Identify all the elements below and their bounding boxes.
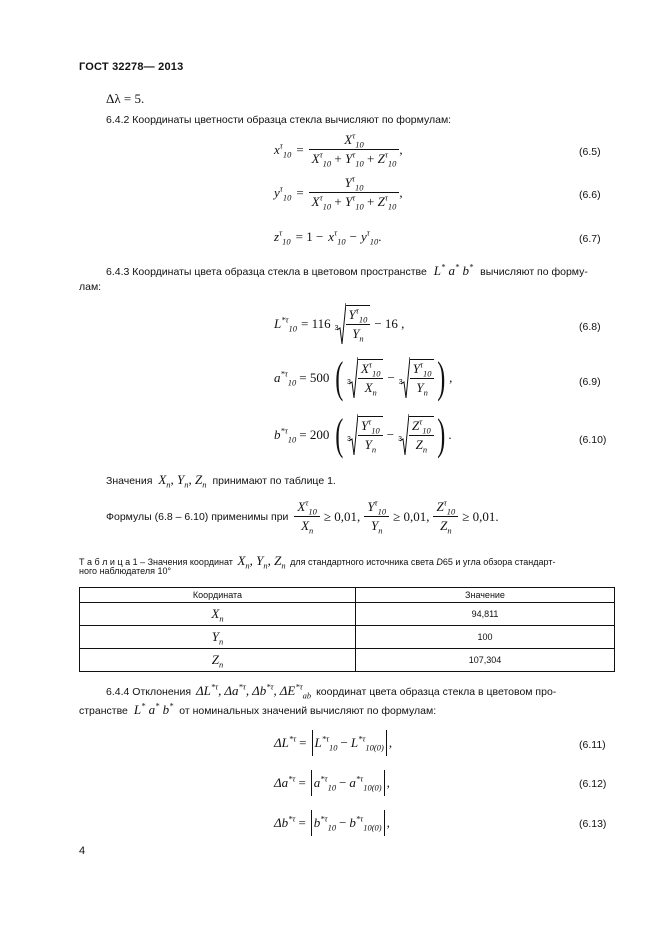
equation-number-6-11: (6.11) bbox=[579, 739, 606, 751]
table-cell-value: 94,811 bbox=[356, 603, 615, 626]
formula-6-8: $L^{*\tau}_{10}$ = 116 3 $\frac{Y^\tau_{10}}{Y_n}$ − 16 , bbox=[274, 302, 404, 346]
values-line-end: принимают по таблице 1. bbox=[212, 475, 336, 487]
table-header-row bbox=[80, 588, 615, 603]
paragraph-6-4-4: 6.4.4 Отклонения $\Delta L^{*\tau}$, $\Delta a^{*\tau}$, $\Delta b^{*\tau}$, $\Delta E^{*\tau}_{ab}$ координат цвета образца стекла в цветовом про- bbox=[106, 681, 557, 701]
delta-lambda-line: Δλ = 5. bbox=[106, 91, 145, 106]
table-caption-end: 65 и угла обзора стандарт- bbox=[442, 557, 556, 567]
document-header: ГОСТ 32278— 2013 bbox=[79, 61, 184, 73]
equation-number-6-8: (6.8) bbox=[579, 321, 601, 333]
equation-number-6-12: (6.12) bbox=[579, 778, 607, 790]
paragraph-6-4-3-start: 6.4.3 Координаты цвета образца стекла в цветовом пространстве bbox=[106, 266, 427, 278]
table-caption-cont: ного наблюдателя 10° bbox=[79, 566, 172, 576]
table-row bbox=[80, 603, 615, 626]
paragraph-6-4-3: 6.4.3 Координаты цвета образца стекла в цветовом пространстве L* a* b* вычисляют по форму- bbox=[106, 261, 588, 278]
paragraph-6-4-4-cont-end: от номинальных значений вычисляют по формулам: bbox=[179, 705, 437, 717]
formula-6-6: $y^\tau_{10}$ = $\frac{Y^\tau_{10}}{X^\tau_{10} + Y^\tau_{10} + Z^\tau_{10}}$ , bbox=[274, 173, 403, 212]
paragraph-6-4-4-cont: странстве L* a* b* от номинальных значений вычисляют по формулам: bbox=[79, 700, 437, 717]
formula-6-7: $z^\tau_{10}$ = 1 − $x^\tau_{10}$ − $y^\tau_{10}$ . bbox=[274, 227, 382, 247]
equation-number-6-13: (6.13) bbox=[579, 818, 607, 830]
table-cell-value: 107,304 bbox=[356, 649, 615, 672]
paragraph-6-4-2: 6.4.2 Координаты цветности образца стекла вычисляют по формулам: bbox=[106, 114, 452, 126]
formula-6-10: $b^{*\tau}_{10}$ = 200 ( 3 $\frac{Y^\tau_{10}}{Y_n}$ − 3 $\frac{Z^\tau_{10}}{Z_n}$ ) . bbox=[274, 410, 452, 459]
equation-number-6-7: (6.7) bbox=[579, 233, 601, 245]
values-line: Значения $X_n$, $Y_n$, $Z_n$ принимают по таблице 1. bbox=[106, 472, 336, 490]
formula-6-11: $\Delta L^{*\tau}$ = $L^{*\tau}_{10}$ − $L^{*\tau}_{10(0)}$ , bbox=[274, 730, 392, 756]
table-row bbox=[80, 626, 615, 649]
table-header-value: Значение bbox=[356, 588, 615, 603]
table-caption-illuminant: D bbox=[436, 557, 443, 567]
formula-6-13: $\Delta b^{*\tau}$ = $b^{*\tau}_{10}$ − $b^{*\tau}_{10(0)}$ , bbox=[274, 810, 390, 836]
table-caption: Т а б л и ц а 1 – Значения координат $X_n$, $Y_n$, $Z_n$ для стандартного источника света D65 и угла обзора стандарт- bbox=[79, 553, 556, 571]
paragraph-6-4-4-cont-start: странстве bbox=[79, 705, 128, 717]
paragraph-6-4-4-start: 6.4.4 Отклонения bbox=[106, 686, 192, 698]
table-cell-coord: $Z_n$ bbox=[80, 649, 356, 672]
table-header-coordinate: Координата bbox=[80, 588, 356, 603]
table-cell-value: 100 bbox=[356, 626, 615, 649]
table-caption-start: Т а б л и ц а 1 – Значения координат bbox=[79, 557, 233, 567]
coordinates-table bbox=[79, 587, 615, 672]
table-row bbox=[80, 649, 615, 672]
equation-number-6-5: (6.5) bbox=[579, 146, 601, 158]
page-number: 4 bbox=[79, 845, 86, 857]
formula-6-5: $x^\tau_{10}$ = $\frac{X^\tau_{10}}{X^\tau_{10} + Y^\tau_{10} + Z^\tau_{10}}$ , bbox=[274, 130, 403, 169]
table-cell-coord: $Y_n$ bbox=[80, 626, 356, 649]
paragraph-6-4-4-mid: координат цвета образца стекла в цветовом про- bbox=[316, 686, 557, 698]
paragraph-6-4-3-cont: лам: bbox=[79, 281, 102, 293]
equation-number-6-9: (6.9) bbox=[579, 376, 601, 388]
formulas-applicability-text: Формулы (6.8 – 6.10) применимы при bbox=[106, 510, 289, 523]
values-line-start: Значения bbox=[106, 475, 153, 487]
equation-number-6-6: (6.6) bbox=[579, 189, 601, 201]
paragraph-6-4-3-end: вычисляют по форму- bbox=[480, 266, 588, 278]
table-caption-mid: для стандартного источника света bbox=[290, 557, 434, 567]
formulas-applicability-line: Формулы (6.8 – 6.10) применимы при $\frac{X^\tau_{10}}{X_n}$ ≥ 0,01, $\frac{Y^\tau_{10}}{Y_n}$ ≥ 0,01, $\frac{Z^\tau_{10}}{Z_n}$ ≥ 0,01. bbox=[106, 497, 499, 536]
equation-number-6-10: (6.10) bbox=[579, 434, 607, 446]
table-cell-coord: $X_n$ bbox=[80, 603, 356, 626]
formula-6-12: $\Delta a^{*\tau}$ = $a^{*\tau}_{10}$ − $a^{*\tau}_{10(0)}$ , bbox=[274, 770, 390, 796]
formula-6-9: $a^{*\tau}_{10}$ = 500 ( 3 $\frac{X^\tau_{10}}{X_n}$ − 3 $\frac{Y^\tau_{10}}{Y_n}$ ) , bbox=[274, 353, 453, 402]
